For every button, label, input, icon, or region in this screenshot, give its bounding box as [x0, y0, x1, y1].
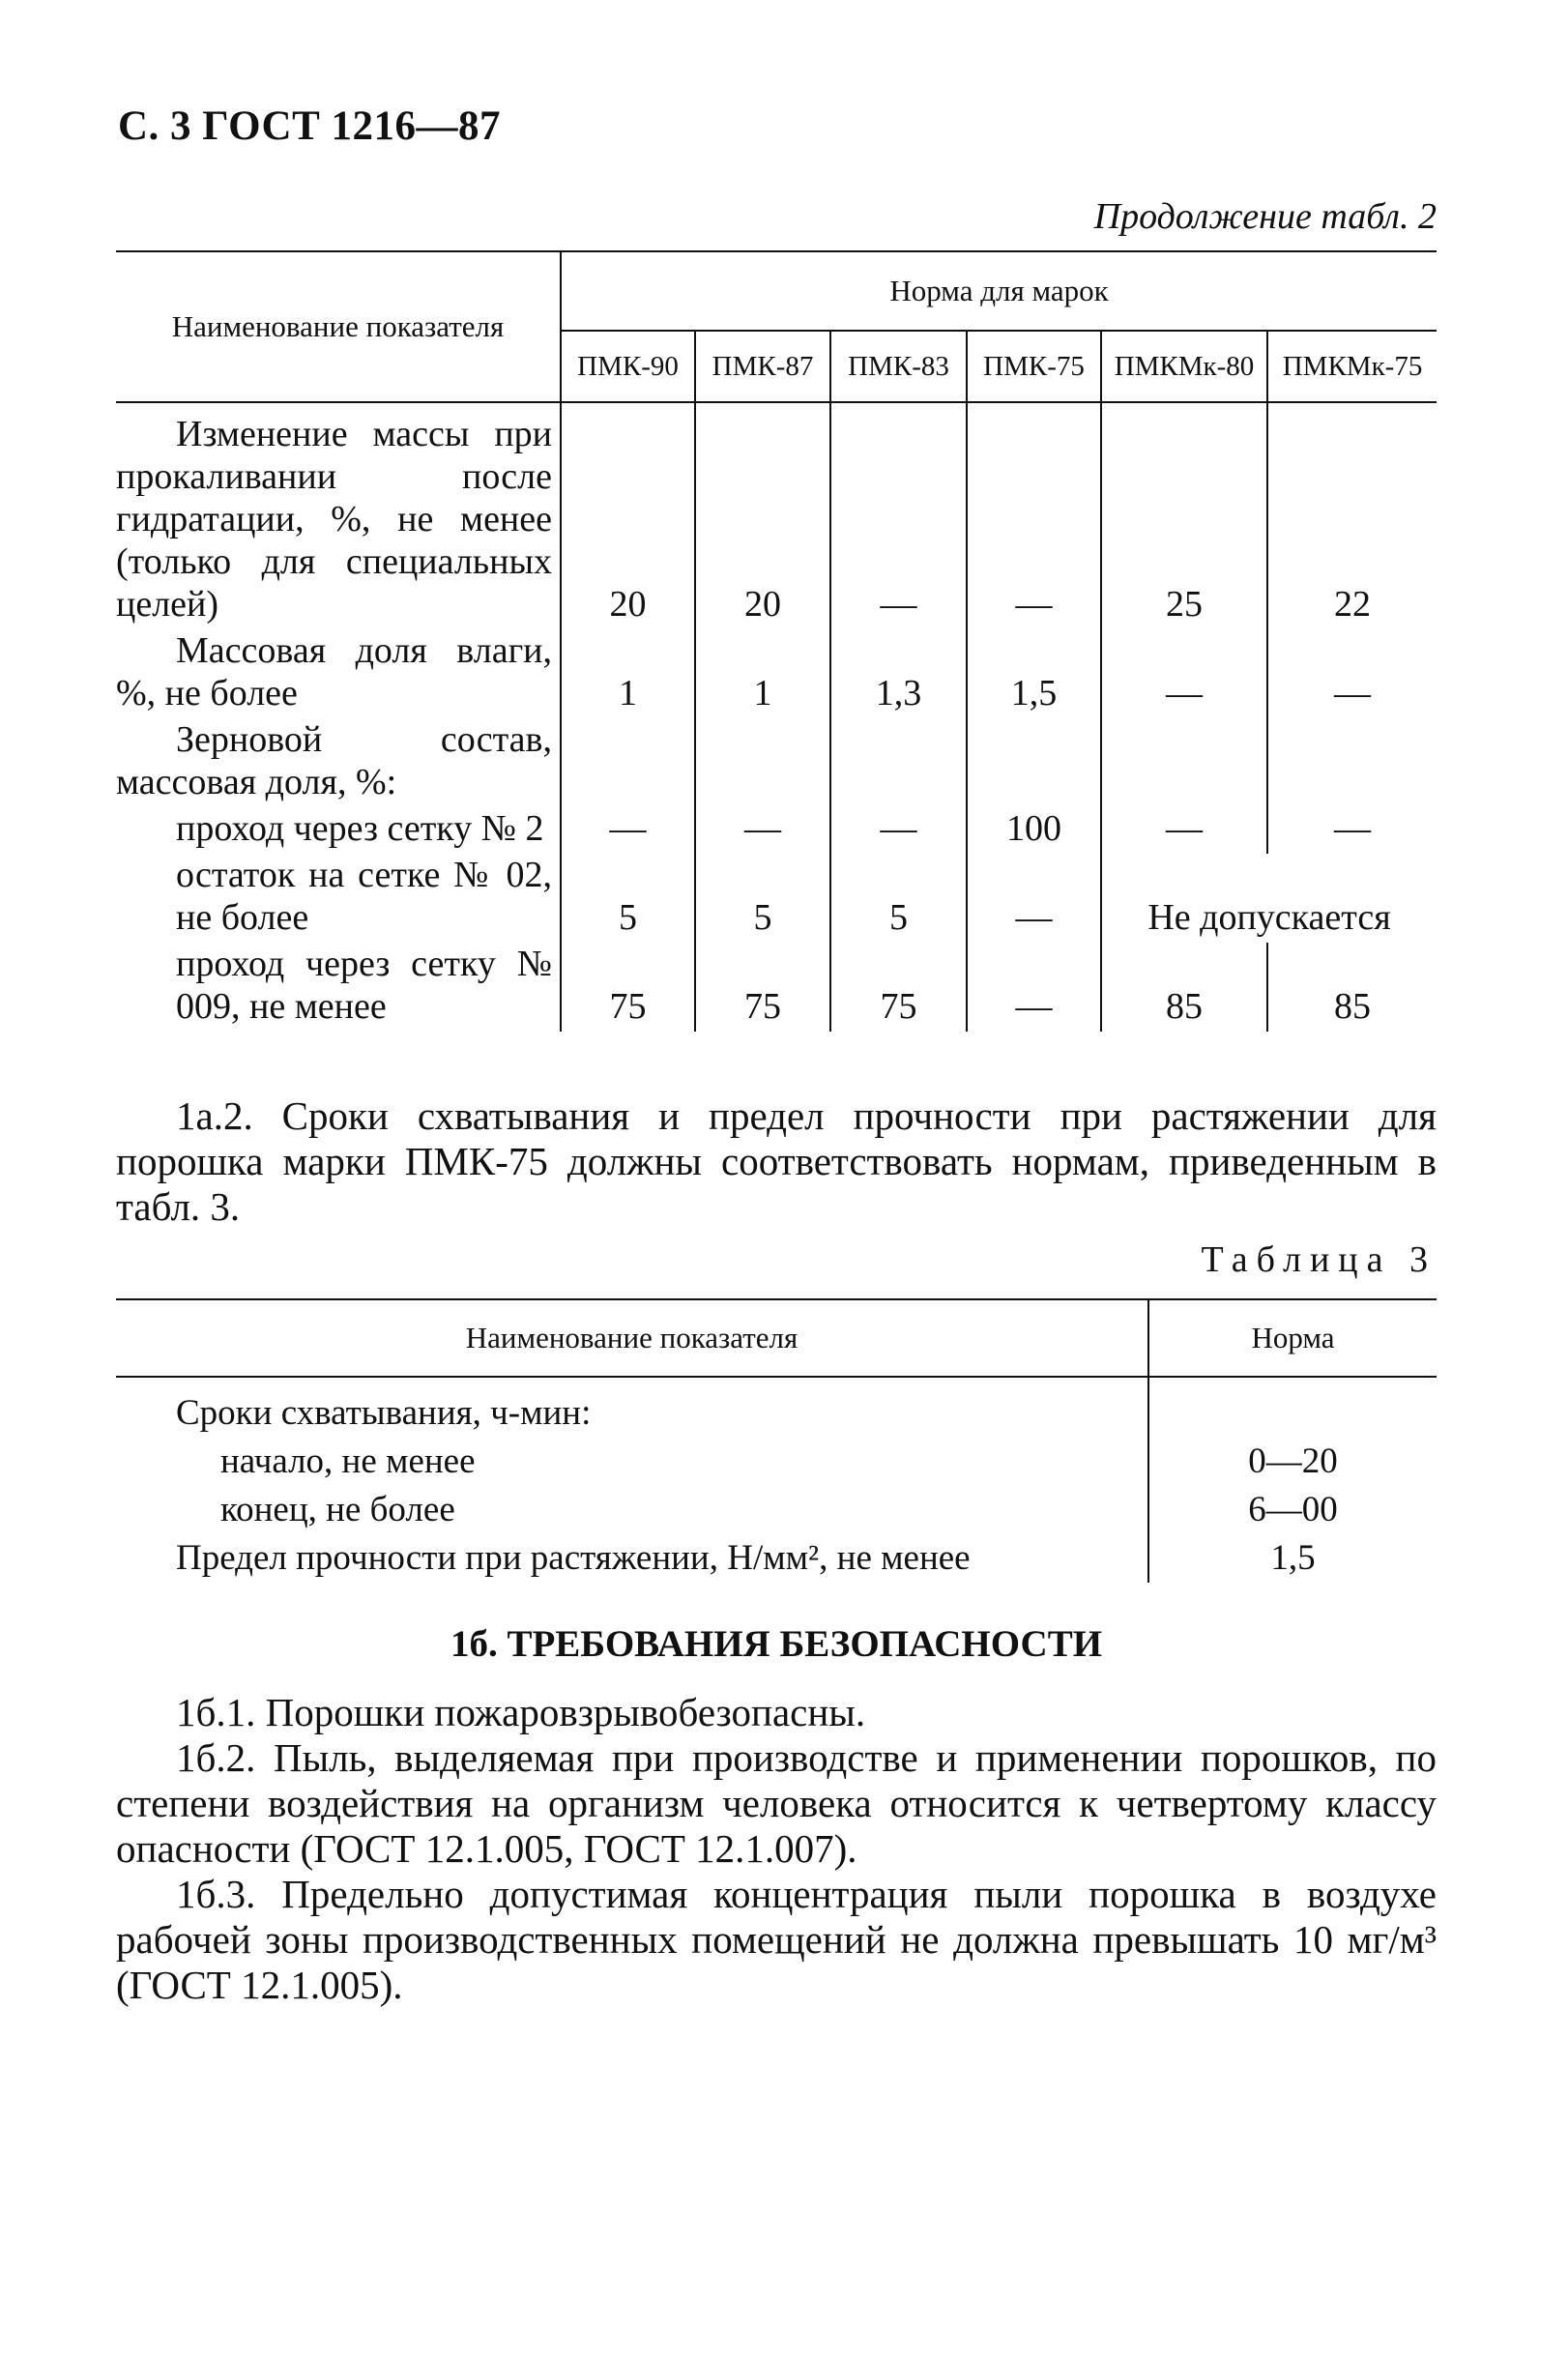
cell-value: 6—00	[1248, 1490, 1338, 1529]
cell-value: 5	[695, 854, 830, 943]
cell-value: —	[561, 807, 695, 854]
cell-value: 100	[967, 807, 1101, 854]
grade-header: ПМК-75	[967, 331, 1101, 402]
grade-header: ПМК-87	[695, 331, 830, 402]
cell-value: —	[967, 402, 1101, 629]
cell-value: —	[1101, 629, 1267, 718]
norm-header: Норма для марок	[561, 251, 1437, 331]
table-3-caption: Таблица 3	[1201, 1239, 1437, 1280]
table-row	[116, 718, 1437, 807]
row-name: проход через сетку № 009, не менее	[116, 943, 561, 1032]
col-name-header: Наименование показателя	[116, 1299, 1148, 1377]
cell-value: 85	[1334, 986, 1372, 1027]
table-row	[116, 629, 1437, 718]
cell-value: 1,3	[830, 629, 967, 718]
cell-value: —	[1334, 808, 1372, 849]
page-header: С. 3 ГОСТ 1216—87	[118, 103, 502, 149]
col-name-header: Наименование показателя	[116, 251, 561, 402]
grade-header: ПМКМк-80	[1101, 331, 1267, 402]
safety-paragraphs	[116, 1690, 1437, 2008]
row-name: конец, не более	[116, 1486, 1148, 1534]
cell-value: 1	[695, 629, 830, 718]
cell-value: 25	[1101, 402, 1267, 629]
cell-value: 20	[561, 402, 695, 629]
cell-value: 85	[1101, 943, 1267, 1032]
cell-value: 75	[695, 943, 830, 1032]
cell-value: 5	[830, 854, 967, 943]
table-row	[116, 943, 1437, 1032]
row-name: Сроки схватывания, ч-мин:	[116, 1377, 1148, 1438]
table-continuation-label: Продолжение табл. 2	[1093, 196, 1437, 237]
table-row	[116, 1377, 1437, 1438]
row-name: Изменение массы при прокаливании после гидратации, %, не менее (только для специальных целей)	[116, 402, 561, 629]
cell-value: —	[1334, 673, 1372, 713]
cell-value: 1,5	[967, 629, 1101, 718]
grade-header: ПМК-90	[561, 331, 695, 402]
paragraph-1a2: 1а.2. Сроки схватывания и предел прочности при растяжении для порошка марки ПМК-75 должны соответствовать нормам, приведенным в табл. 3.	[116, 1093, 1437, 1229]
table-row	[116, 1438, 1437, 1486]
paragraph: 1б.1. Порошки пожаровзрывобезопасны.	[176, 1690, 866, 1734]
row-name: начало, не менее	[116, 1438, 1148, 1486]
row-name: Зерновой состав, массовая доля, %:	[116, 718, 561, 807]
table-2	[116, 250, 1437, 1032]
table-row	[116, 854, 1437, 943]
cell-value: —	[830, 807, 967, 854]
section-title: 1б. ТРЕБОВАНИЯ БЕЗОПАСНОСТИ	[450, 1623, 1103, 1665]
cell-value: 75	[830, 943, 967, 1032]
paragraph: 1б.2. Пыль, выделяемая при производстве и применении порошков, по степени воздействия на организм человека относится к четвертому классу опасности (ГОСТ 12.1.005, ГОСТ 12.1.007).	[116, 1735, 1437, 1871]
grade-header: ПМК-83	[830, 331, 967, 402]
cell-value: 75	[561, 943, 695, 1032]
cell-value: —	[967, 943, 1101, 1032]
cell-value: —	[1101, 807, 1267, 854]
row-name: остаток на сетке № 02, не более	[116, 854, 561, 943]
row-name: Предел прочности при растяжении, Н/мм², не менее	[116, 1534, 1148, 1583]
cell-value: 1	[561, 629, 695, 718]
merged-cell-value: Не допускается	[1147, 897, 1391, 938]
table-row	[116, 402, 1437, 629]
cell-value: 0—20	[1248, 1441, 1338, 1481]
row-name: Массовая доля влаги, %, не более	[116, 629, 561, 718]
cell-value: 1,5	[1270, 1538, 1316, 1578]
col-norm-header: Норма	[1251, 1321, 1335, 1354]
cell-value: —	[967, 854, 1101, 943]
row-name: проход через сетку № 2	[116, 807, 561, 854]
cell-value	[1148, 1377, 1437, 1438]
cell-value: 5	[561, 854, 695, 943]
table-3	[116, 1298, 1437, 1583]
table-row	[116, 1486, 1437, 1534]
table-row	[116, 807, 1437, 854]
cell-value: 20	[695, 402, 830, 629]
table-row	[116, 1534, 1437, 1583]
paragraph: 1б.3. Предельно допустимая концентрация пыли порошка в воздухе рабочей зоны производственных помещений не должна превышать 10 мг/м³ (ГОСТ 12.1.005).	[116, 1872, 1437, 2007]
cell-value: 22	[1334, 584, 1372, 625]
cell-value: —	[830, 402, 967, 629]
cell-value: —	[695, 807, 830, 854]
grade-header: ПМКМк-75	[1282, 350, 1423, 382]
